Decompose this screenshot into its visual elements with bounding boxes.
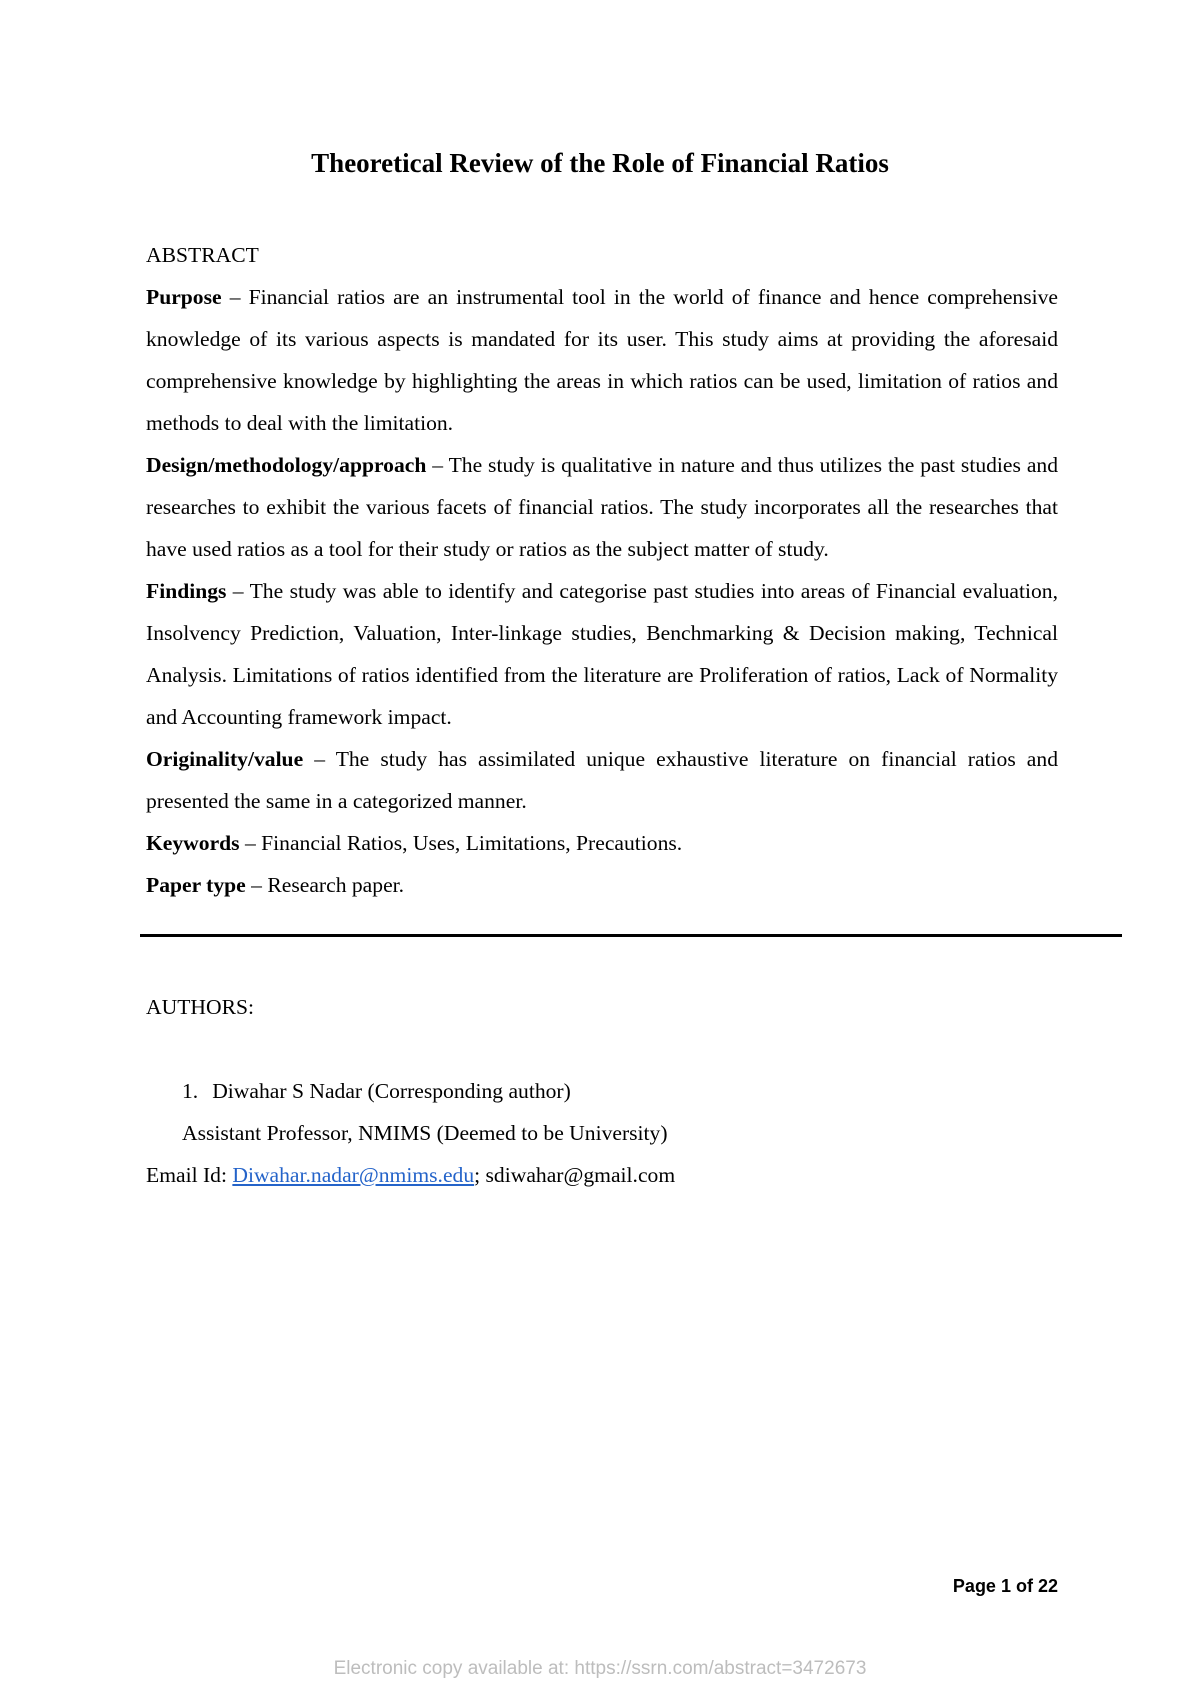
keywords-label: Keywords bbox=[146, 831, 240, 855]
page-number bbox=[953, 1574, 1058, 1598]
paper-type-text: – Research paper. bbox=[245, 873, 405, 897]
originality-label: Originality/value bbox=[146, 747, 304, 771]
paper-type-label: Paper type bbox=[146, 873, 246, 897]
page-number-total: 22 bbox=[1037, 1576, 1058, 1596]
originality-text: – The study has assimilated unique exhaustive literature on financial ratios and presented the same in a categorized manner. bbox=[146, 747, 1058, 813]
author-affiliation: Assistant Professor, NMIMS (Deemed to be University) bbox=[182, 1121, 668, 1145]
ssrn-footer: Electronic copy available at: https://ssrn.com/abstract=3472673 bbox=[333, 1658, 867, 1679]
design-label: Design/methodology/approach bbox=[146, 453, 427, 477]
page-number-current: 1 bbox=[1000, 1576, 1011, 1596]
abstract-findings bbox=[146, 570, 1058, 738]
abstract-purpose bbox=[146, 276, 1058, 444]
author-number: 1. bbox=[182, 1079, 199, 1103]
page-number-prefix: Page bbox=[952, 1576, 1001, 1596]
purpose-label: Purpose bbox=[146, 285, 222, 309]
findings-text: – The study was able to identify and categorise past studies into areas of Financial evaluation, Insolvency Prediction, Valuation, Inter-linkage studies, Benchmarking & Decision making, Technical Analysis. Limitations of ratios identified from the literature are Proliferation of ratios, Lack of Normality and Accounting framework impact. bbox=[146, 579, 1058, 729]
purpose-text: – Financial ratios are an instrumental tool in the world of finance and hence comprehensive knowledge of its various aspects is mandated for its user. This study aims at providing the aforesaid comprehensive knowledge by highlighting the areas in which ratios can be used, limitation of ratios and methods to deal with the limitation. bbox=[146, 285, 1058, 435]
email-link-primary[interactable]: Diwahar.nadar@nmims.edu bbox=[232, 1163, 475, 1187]
abstract-section bbox=[146, 234, 1058, 906]
email-label: Email Id: bbox=[146, 1163, 233, 1187]
abstract-keywords bbox=[146, 822, 1058, 864]
abstract-design bbox=[146, 444, 1058, 570]
section-divider bbox=[140, 934, 1122, 937]
email-secondary: sdiwahar@gmail.com bbox=[485, 1163, 676, 1187]
findings-label: Findings bbox=[146, 579, 227, 603]
email-separator: ; bbox=[474, 1163, 486, 1187]
author-entry bbox=[182, 1070, 571, 1112]
abstract-paper-type bbox=[146, 864, 1058, 906]
paper-title: Theoretical Review of the Role of Financial Ratios bbox=[311, 148, 889, 178]
page-number-of: of bbox=[1010, 1576, 1038, 1596]
keywords-text: – Financial Ratios, Uses, Limitations, Precautions. bbox=[239, 831, 683, 855]
abstract-originality bbox=[146, 738, 1058, 822]
abstract-heading: ABSTRACT bbox=[146, 243, 259, 267]
design-text: – The study is qualitative in nature and thus utilizes the past studies and researches to exhibit the various facets of financial ratios. The study incorporates all the researches that have used ratios as a tool for their study or ratios as the subject matter of study. bbox=[146, 453, 1058, 561]
author-email-line bbox=[146, 1154, 675, 1196]
author-name: Diwahar S Nadar (Corresponding author) bbox=[212, 1079, 571, 1103]
authors-heading: AUTHORS: bbox=[146, 995, 254, 1019]
